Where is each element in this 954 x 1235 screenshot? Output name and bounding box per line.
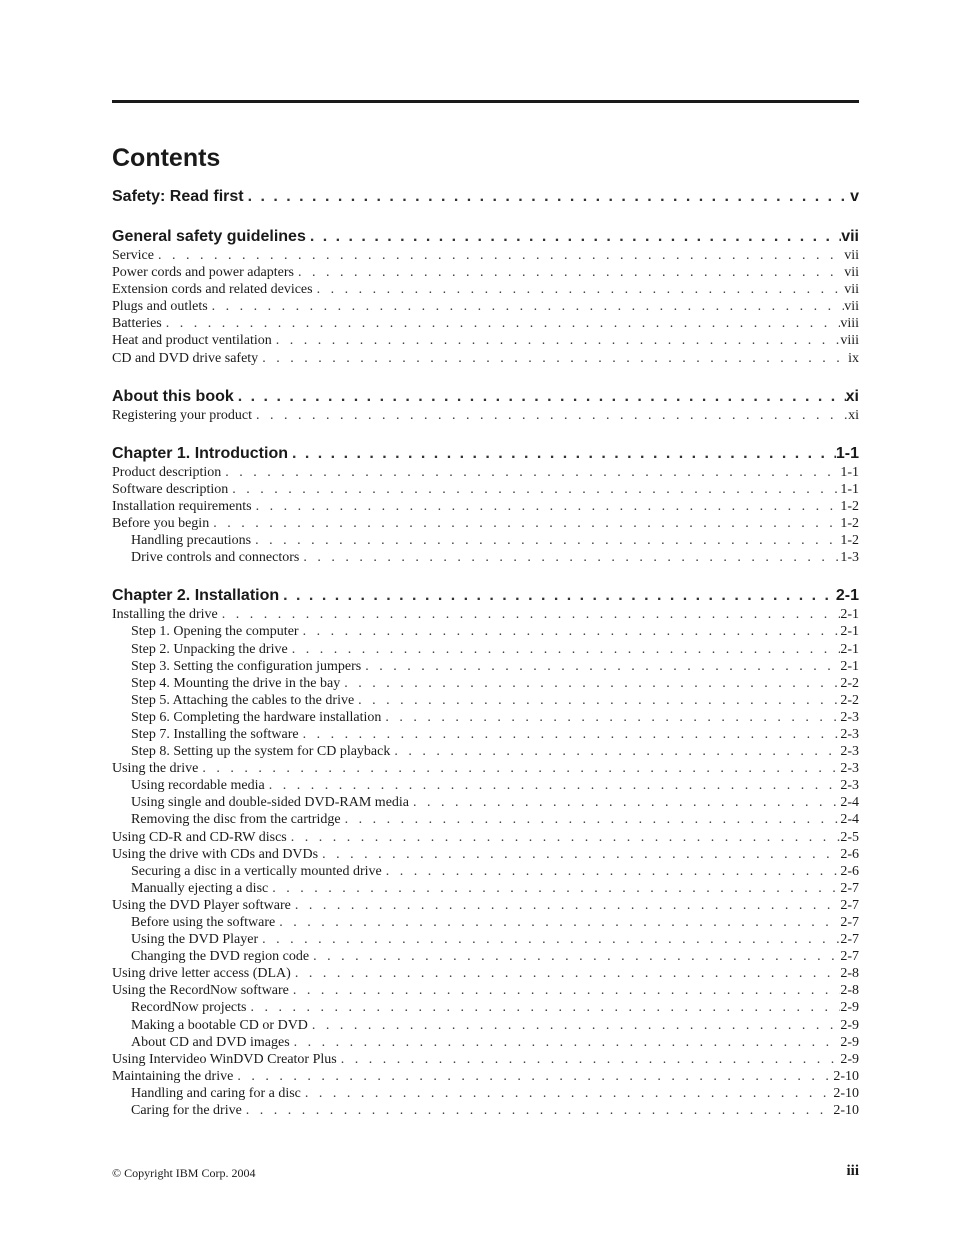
toc-entry-page: vii (844, 299, 859, 315)
toc-entry-label: Installing the drive (112, 607, 218, 623)
toc-entry-label: Step 7. Installing the software (131, 726, 299, 742)
toc-entry[interactable] (112, 743, 859, 760)
dot-leader (382, 863, 841, 880)
dot-leader (299, 623, 841, 640)
page-title: Contents (112, 144, 221, 172)
toc-entry[interactable] (112, 1068, 859, 1085)
toc-entry-label: Using the drive (112, 761, 199, 777)
toc-entry-label: Using the DVD Player (131, 932, 259, 948)
toc-entry-page: 2-8 (840, 983, 859, 999)
toc-entry-page: 2-7 (840, 897, 859, 913)
dot-leader (409, 794, 840, 811)
toc-entry[interactable] (112, 692, 859, 709)
toc-heading-title: Chapter 2. Installation (112, 587, 280, 605)
toc-entry-label: Service (112, 248, 154, 263)
table-of-contents (112, 186, 859, 1119)
dot-leader (272, 332, 841, 349)
dot-leader (289, 982, 840, 999)
dot-leader (218, 606, 841, 623)
toc-entry-label: Securing a disc in a vertically mounted drive (131, 863, 382, 879)
toc-entry-label: Manually ejecting a disc (131, 880, 269, 896)
toc-entry[interactable] (112, 298, 859, 315)
toc-entry[interactable] (112, 811, 859, 828)
toc-entry-label: Caring for the drive (131, 1103, 242, 1119)
toc-entry-page: 2-1 (840, 641, 859, 657)
dot-leader (291, 897, 840, 914)
toc-heading-page: 2-1 (835, 587, 859, 605)
toc-entry[interactable] (112, 965, 859, 982)
toc-entry-page: 2-3 (840, 744, 859, 760)
toc-entry[interactable] (112, 332, 859, 349)
toc-section (112, 226, 859, 367)
toc-entry[interactable] (112, 1102, 859, 1119)
toc-entry[interactable] (112, 515, 859, 532)
dot-leader (246, 999, 840, 1016)
dot-leader (162, 315, 841, 332)
dot-leader (258, 931, 840, 948)
toc-entry-label: Using drive letter access (DLA) (112, 966, 291, 982)
toc-entry[interactable] (112, 1051, 859, 1068)
toc-section (112, 585, 859, 1119)
dot-leader (242, 1102, 834, 1119)
toc-entry[interactable] (112, 407, 859, 424)
toc-entry-page: viii (840, 316, 859, 332)
toc-entry[interactable] (112, 658, 859, 675)
toc-entry-label: Using CD-R and CD-RW discs (112, 829, 287, 845)
dot-leader (265, 777, 841, 794)
toc-section (112, 386, 859, 424)
dot-leader (244, 186, 851, 207)
toc-heading-page: 1-1 (835, 444, 859, 462)
toc-heading-title: About this book (112, 387, 234, 405)
dot-leader (294, 264, 844, 281)
toc-heading[interactable] (112, 386, 859, 407)
toc-entry-label: Software description (112, 481, 229, 497)
toc-entry[interactable] (112, 829, 859, 846)
dot-leader (308, 1017, 840, 1034)
toc-entry[interactable] (112, 760, 859, 777)
toc-section (112, 443, 859, 567)
toc-entry[interactable] (112, 726, 859, 743)
dot-leader (381, 709, 840, 726)
dot-leader (313, 281, 845, 298)
toc-entry-page: vii (844, 282, 859, 298)
toc-section (112, 186, 859, 207)
toc-entry-page: 1-2 (840, 498, 859, 514)
toc-entry-label: Heat and product ventilation (112, 333, 272, 349)
toc-heading[interactable] (112, 226, 859, 247)
toc-entry-page: 2-7 (840, 915, 859, 930)
toc-entry-label: Using the DVD Player software (112, 897, 291, 913)
toc-entry[interactable] (112, 281, 859, 298)
toc-entry-label: Batteries (112, 316, 162, 332)
dot-leader (252, 498, 841, 515)
toc-entry-label: CD and DVD drive safety (112, 350, 259, 366)
toc-entry[interactable] (112, 532, 859, 549)
page-number: iii (846, 1163, 859, 1179)
dot-leader (221, 464, 840, 481)
toc-entry[interactable] (112, 264, 859, 281)
toc-entry-page: vii (844, 248, 859, 263)
toc-heading[interactable] (112, 186, 859, 207)
toc-entry-page: 2-4 (840, 795, 859, 811)
dot-leader (251, 532, 840, 549)
toc-entry-page: 2-9 (840, 1051, 859, 1067)
toc-entry[interactable] (112, 464, 859, 481)
toc-heading-page: xi (845, 387, 859, 405)
toc-entry[interactable] (112, 880, 859, 897)
toc-entry-label: Handling precautions (131, 533, 252, 549)
toc-entry-page: 2-9 (840, 1034, 859, 1050)
toc-entry-page: 2-7 (840, 932, 859, 948)
toc-entry-label: Step 8. Setting up the system for CD playback (131, 744, 391, 760)
toc-entry[interactable] (112, 675, 859, 692)
toc-entry-page: 2-2 (840, 675, 859, 691)
toc-heading-page: v (850, 188, 859, 205)
toc-entry-page: xi (848, 407, 859, 423)
toc-entry-label: Handling and caring for a disc (131, 1085, 301, 1101)
dot-leader (301, 1085, 833, 1102)
toc-entry[interactable] (112, 709, 859, 726)
toc-entry[interactable] (112, 549, 859, 566)
toc-entry[interactable] (112, 777, 859, 794)
dot-leader (252, 407, 848, 424)
toc-entry-label: Using recordable media (131, 778, 265, 794)
dot-leader (287, 829, 841, 846)
toc-entry[interactable] (112, 1017, 859, 1034)
dot-leader (337, 1051, 841, 1068)
dot-leader (154, 247, 844, 264)
dot-leader (309, 948, 840, 965)
toc-entry[interactable] (112, 863, 859, 880)
toc-entry[interactable] (112, 641, 859, 658)
toc-entry-page: 2-1 (840, 607, 859, 623)
toc-entry-label: Changing the DVD region code (131, 949, 310, 965)
toc-entry-page: 2-7 (840, 949, 859, 965)
dot-leader (288, 443, 836, 464)
toc-entry-label: About CD and DVD images (131, 1034, 290, 1050)
toc-entry-page: 2-5 (840, 829, 859, 845)
dot-leader (291, 965, 841, 982)
toc-entry[interactable] (112, 982, 859, 999)
toc-entry-label: Registering your product (112, 407, 252, 423)
toc-entry-page: 2-8 (840, 966, 859, 982)
toc-entry[interactable] (112, 931, 859, 948)
dot-leader (390, 743, 840, 760)
toc-entry-page: 1-1 (840, 481, 859, 497)
dot-leader (228, 481, 840, 498)
toc-heading-page: vii (841, 228, 859, 245)
toc-entry[interactable] (112, 846, 859, 863)
toc-entry-label: Drive controls and connectors (131, 550, 300, 566)
toc-entry-page: 1-2 (840, 533, 859, 549)
toc-entry[interactable] (112, 1085, 859, 1102)
toc-entry[interactable] (112, 897, 859, 914)
toc-entry-page: 2-1 (840, 658, 859, 674)
toc-heading-title: General safety guidelines (112, 228, 306, 245)
toc-entry[interactable] (112, 481, 859, 498)
toc-entry[interactable] (112, 247, 859, 264)
toc-entry[interactable] (112, 606, 859, 623)
toc-entry-label: Step 3. Setting the configuration jumpers (131, 658, 362, 674)
toc-heading-title: Safety: Read first (112, 188, 244, 205)
toc-entry-page: 2-3 (840, 778, 859, 794)
dot-leader (318, 846, 840, 863)
toc-entry-page: 2-9 (840, 1000, 859, 1016)
toc-entry[interactable] (112, 1034, 859, 1051)
toc-entry-page: 2-3 (840, 726, 859, 742)
toc-entry-label: Using single and double-sided DVD-RAM media (131, 795, 410, 811)
dot-leader (268, 880, 840, 897)
toc-entry-label: Step 1. Opening the computer (131, 624, 299, 640)
dot-leader (275, 914, 840, 931)
dot-leader (340, 675, 840, 692)
toc-entry-label: Step 5. Attaching the cables to the drive (131, 692, 355, 708)
toc-entry[interactable] (112, 794, 859, 811)
dot-leader (299, 726, 841, 743)
toc-heading[interactable] (112, 443, 859, 464)
toc-entry-label: Power cords and power adapters (112, 265, 294, 281)
dot-leader (288, 641, 841, 658)
toc-entry-page: 2-1 (840, 624, 859, 640)
toc-entry-label: Installation requirements (112, 498, 252, 514)
dot-leader (354, 692, 840, 709)
dot-leader (299, 549, 840, 566)
toc-entry-label: Using the drive with CDs and DVDs (112, 846, 319, 862)
dot-leader (208, 298, 845, 315)
toc-entry-label: Before you begin (112, 516, 210, 532)
top-rule (112, 100, 859, 103)
toc-entry-page: 2-10 (833, 1085, 859, 1101)
dot-leader (290, 1034, 841, 1051)
toc-entry-page: 2-10 (833, 1068, 859, 1084)
toc-entry-page: 2-6 (840, 846, 859, 862)
dot-leader (279, 585, 836, 606)
toc-entry-label: Step 2. Unpacking the drive (131, 641, 288, 657)
toc-entry[interactable] (112, 623, 859, 640)
toc-entry-page: 2-3 (840, 761, 859, 777)
toc-entry-label: Making a bootable CD or DVD (131, 1017, 308, 1033)
dot-leader (341, 811, 841, 828)
toc-entry-label: RecordNow projects (131, 1000, 247, 1016)
toc-entry[interactable] (112, 498, 859, 515)
toc-entry-label: Plugs and outlets (112, 299, 208, 315)
toc-entry[interactable] (112, 948, 859, 965)
toc-entry-page: viii (840, 333, 859, 349)
toc-entry-page: 2-7 (840, 880, 859, 896)
toc-entry-page: 2-10 (833, 1103, 859, 1119)
toc-entry-label: Step 6. Completing the hardware installation (131, 709, 382, 725)
dot-leader (258, 350, 848, 367)
toc-entry-label: Product description (112, 464, 222, 480)
toc-entry[interactable] (112, 315, 859, 332)
toc-heading[interactable] (112, 585, 859, 606)
toc-entry-label: Removing the disc from the cartridge (131, 812, 341, 828)
toc-entry-page: 2-6 (840, 863, 859, 879)
toc-entry-page: 1-1 (840, 464, 859, 480)
toc-entry-label: Using Intervideo WinDVD Creator Plus (112, 1051, 337, 1067)
toc-entry-page: 1-3 (840, 550, 859, 566)
toc-entry-page: 2-3 (840, 709, 859, 725)
toc-entry-label: Step 4. Mounting the drive in the bay (131, 675, 341, 691)
toc-entry-label: Using the RecordNow software (112, 983, 289, 999)
toc-entry-label: Before using the software (131, 915, 276, 930)
dot-leader (361, 658, 840, 675)
toc-entry-page: ix (848, 350, 859, 366)
dot-leader (234, 386, 846, 407)
toc-entry-label: Maintaining the drive (112, 1068, 234, 1084)
copyright-notice: © Copyright IBM Corp. 2004 (112, 1166, 256, 1180)
dot-leader (209, 515, 840, 532)
dot-leader (306, 226, 841, 247)
toc-entry-page: 2-2 (840, 692, 859, 708)
toc-entry[interactable] (112, 914, 859, 931)
toc-entry[interactable] (112, 350, 859, 367)
dot-leader (198, 760, 840, 777)
toc-entry-page: 2-4 (840, 812, 859, 828)
toc-entry[interactable] (112, 999, 859, 1016)
toc-entry-page: 2-9 (840, 1017, 859, 1033)
toc-entry-page: vii (844, 265, 859, 281)
toc-heading-title: Chapter 1. Introduction (112, 444, 288, 462)
toc-entry-page: 1-2 (840, 516, 859, 532)
toc-entry-label: Extension cords and related devices (112, 282, 313, 298)
dot-leader (233, 1068, 833, 1085)
